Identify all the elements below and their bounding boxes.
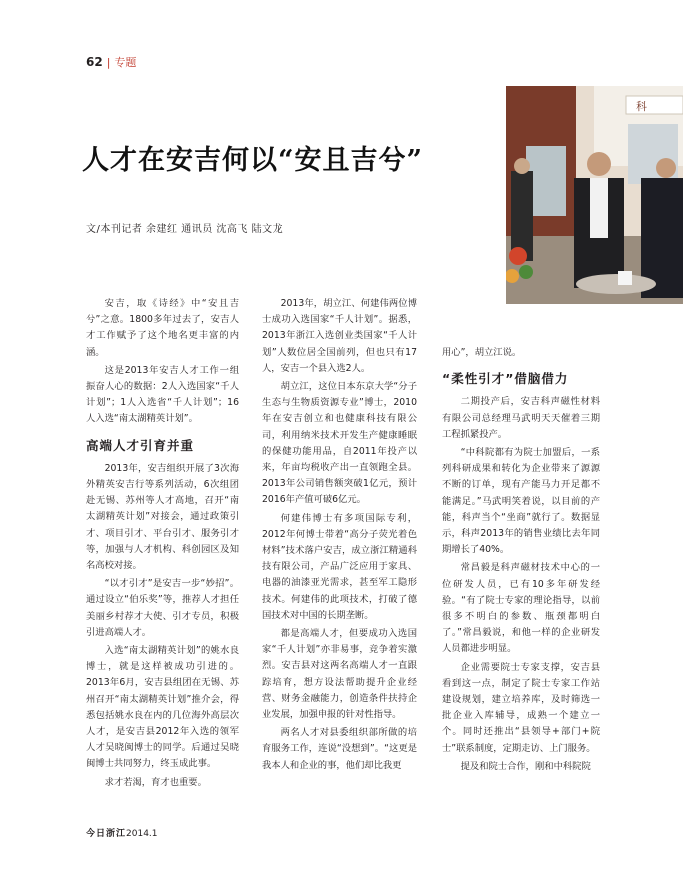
section-heading: “柔性引才”借脑借力 (442, 371, 569, 387)
page-number: 62 (86, 55, 103, 69)
column-3 (442, 345, 600, 775)
paragraph: “以才引才”是安吉一步“妙招”。通过设立“伯乐奖”等，推荐人才担任美丽乡村荐才大使、引才专员，积极引进高端人才。 (86, 578, 239, 638)
paragraph: 求才若渴，育才也重要。 (104, 776, 207, 788)
paragraph: 2013年，安吉组织开展了3次海外精英安吉行等系列活动，6次组团赴无锡、苏州等人才高地，召开“南太湖精英计划”对接会，通过政策引才、项目引才、平台引才、服务引才等，加强与人才机构、科创园区及知名高校对接。 (86, 462, 239, 572)
paragraph: 都是高端人才，但要成功入选国家“千人计划”亦非易事，竞争着实激烈。安吉县对这两名高端人才一直跟踪培育，想方设法帮助提升企业经营、财务金融能力，创造条件扶持企业发展，加强申报的针对性指导。 (262, 628, 417, 721)
paragraph-continued: 用心”，胡立江说。 (442, 347, 522, 358)
paragraph: 2013年，胡立江、何建伟两位博士成功入选国家“千人计划”。据悉，2013年浙江入选创业类国家“千人计划”人数位居全国前列，但也只有17人，安吉一个县入选2人。 (262, 298, 417, 374)
article-photo (506, 86, 683, 304)
section-label: 专题 (114, 56, 137, 69)
paragraph: 胡立江，这位日本东京大学“分子生态与生物质资源专业”博士，2010年在安吉创立和也健康科技有限公司，利用纳米技术开发生产健康睡眠的保健功能用品，自2011年投产以来，年亩均税收产出一直领跑全县。2013年公司销售额突破1亿元，预计2016年产值可破6亿元。 (262, 381, 417, 506)
paragraph: 提及和院士合作，刚和中科院院 (460, 760, 591, 772)
photo-sign-text: 科 (636, 100, 647, 113)
column-1 (86, 296, 239, 791)
page-header: 62 | 专题 (86, 55, 137, 69)
paragraph: “中科院都有为院士加盟后，一系列科研成果和转化为企业带来了源源不断的订单，现有产能马力开足都不能满足。”马武明笑着说，以目前的产能，科声当个“坐商”就行了。数据显示，科声2013年的销售业绩比去年同期增长了40%。 (442, 447, 600, 556)
paragraph: 入选“南太湖精英计划”的姚水良博士，就是这样被成功引进的。2013年6月，安吉县组团在无锡、苏州召开“南太湖精英计划”推介会，得悉包括姚水良在内的几位海外高层次人才，是安吉县2012年入选的领军人才吴晓闽博士的同学。后通过吴晓闽博士共同努力，终玉成此事。 (86, 645, 239, 770)
article-title: 人才在安吉何以“安且吉兮” (82, 145, 424, 176)
page-footer (86, 826, 158, 839)
paragraph: 企业需要院士专家支撑，安吉县看到这一点，制定了院士专家工作站建设规划，建立培养库，及时筛选一批企业入库辅导，成熟一个建立一个。同时还推出“县领导+部门+院士”联系制度，定期走访、上门服务。 (442, 661, 600, 754)
paragraph: 这是2013年安吉人才工作一组振奋人心的数据：2人入选国家“千人计划”；1人入选省“千人计划”；16人入选“南太湖精英计划”。 (86, 364, 239, 425)
paragraph: 常昌毅是科声磁材技术中心的一位研发人员，已有10多年研发经验。“有了院士专家的理论指导，以前很多不明白的参数、瓶颈都明白了。”常昌毅说，和他一样的企业研发人员都进步明显。 (442, 562, 600, 655)
paragraph: 何建伟博士有多项国际专利，2012年何博士带着“高分子荧光着色材料”技术落户安吉，成立浙江精通科技有限公司，产品广泛应用于家具、电器的油漆亚光需求，甚至军工隐形技术。何建伟的此项技术，打破了德国技术对中国的长期垄断。 (262, 512, 417, 621)
issue-number: 2014.1 (126, 829, 158, 839)
byline: 文/本刊记者 余建红 通讯员 沈高飞 陆文龙 (86, 224, 284, 235)
section-heading: 高端人才引育并重 (86, 437, 195, 453)
paragraph: 两名人才对县委组织部所做的培育服务工作，连说“没想到”。“这更是我本人和企业的事，他们却比我更 (262, 727, 417, 771)
column-2 (262, 296, 417, 774)
paragraph: 安吉，取《诗经》中“安且吉兮”之意。1800多年过去了，安吉人才工作赋予了这个地名更丰富的内涵。 (86, 298, 239, 358)
paragraph: 二期投产后，安吉科声磁性材料有限公司总经理马武明天天催着三期工程抓紧投产。 (442, 396, 600, 440)
photo-illustration (506, 86, 683, 304)
magazine-logo: 今日浙江 (86, 829, 127, 839)
